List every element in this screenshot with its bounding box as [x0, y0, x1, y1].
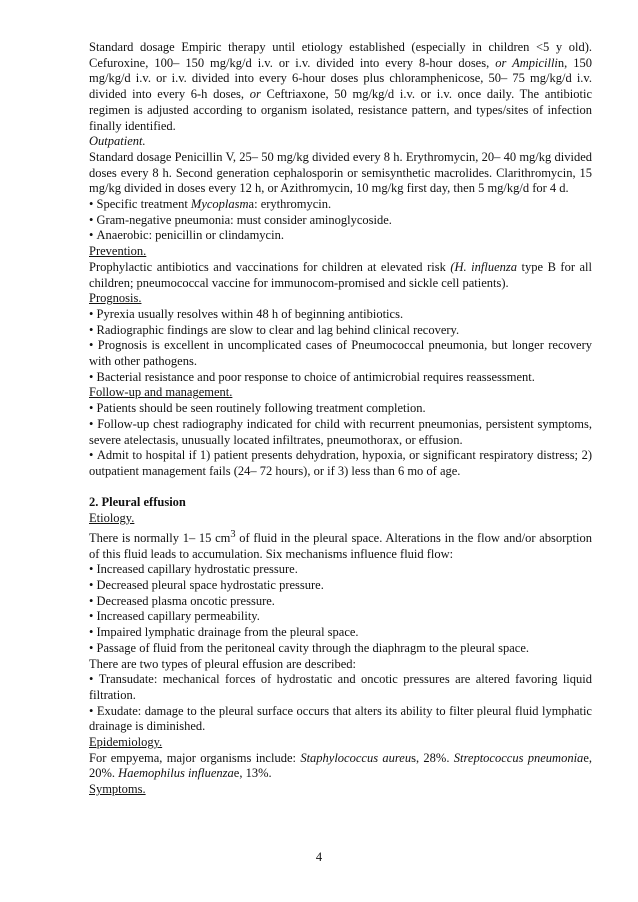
outpatient-paragraph: Standard dosage Penicillin V, 25– 50 mg/kg divided every 8 h. Erythromycin, 20– 40 mg/kg divided doses every 8 h. Second generation cephalosporin or semisynthetic macrolides. Clarithromycin, 15 mg/kg divided in doses every 12 h, or Azithromycin, 10 mg/kg first day, then 5 mg/kg/d for 4 d. — [89, 149, 592, 196]
mechanism-bullet: • Decreased plasma oncotic pressure. — [89, 594, 592, 610]
followup-heading: Follow-up and management. — [89, 385, 233, 400]
therapy-text-3: Ceftriaxone, 50 mg/kg/d i.v. or i.v. once daily. The antibiotic regimen is adjusted according to organism isolated, resistance pattern, and types/sites of infection finally identified. — [89, 87, 592, 133]
prevention-heading: Prevention. — [89, 244, 147, 259]
etiology-heading: Etiology. — [89, 511, 135, 526]
prognosis-bullet: • Radiographic findings are slow to clear and lag behind clinical recovery. — [89, 323, 592, 339]
mechanism-bullet: • Increased capillary hydrostatic pressure. — [89, 562, 592, 578]
document-page — [89, 40, 592, 798]
mechanism-bullet: • Passage of fluid from the peritoneal cavity through the diaphragm to the pleural space. — [89, 641, 592, 657]
prognosis-heading: Prognosis. — [89, 291, 142, 306]
therapy-paragraph — [89, 40, 592, 134]
bullet-anaerobic: • Anaerobic: penicillin or clindamycin. — [89, 228, 592, 244]
followup-bullet: • Follow-up chest radiography indicated for child with recurrent pneumonias, persistent symptoms, severe atelectasis, unusually located infiltrates, pneumothorax, or effusion. — [89, 417, 592, 448]
mechanism-bullet: • Impaired lymphatic drainage from the pleural space. — [89, 625, 592, 641]
therapy-italic-1: or Ampicilli — [495, 55, 558, 70]
types-bullet-transudate: • Transudate: mechanical forces of hydrostatic and oncotic pressures are altered favoring liquid filtration. — [89, 672, 592, 703]
section-gap — [89, 480, 592, 496]
mechanism-bullet: • Decreased pleural space hydrostatic pressure. — [89, 578, 592, 594]
prevention-paragraph: Prophylactic antibiotics and vaccinations for children at elevated risk (H. influenza type B for all children; pneumococcal vaccine for immunocom-promised and sickle cell patients). — [89, 259, 592, 290]
followup-bullet: • Admit to hospital if 1) patient presents dehydration, hypoxia, or significant respiratory distress; 2) outpatient management fails (24– 72 hours), or if 3) less than 6 mo of age. — [89, 448, 592, 479]
symptoms-heading: Symptoms. — [89, 782, 146, 797]
page-number: 4 — [315, 850, 323, 864]
therapy-text-2: n, 150 mg/kg/d i.v. or i.v. divided into every 6-hour doses plus chloramphenicose, 50– 75 mg/kg/d i.v. divided into every 6-h doses, — [89, 55, 593, 102]
therapy-italic-2: or — [249, 87, 261, 102]
outpatient-heading: Outpatient. — [89, 134, 146, 149]
types-bullet-exudate: • Exudate: damage to the pleural surface occurs that alters its ability to filter pleural fluid lymphatic drainage is diminished. — [89, 704, 592, 735]
epidemiology-paragraph: For empyema, major organisms include: Staphylococcus aureus, 28%. Streptococcus pneumoniae, 20%. Haemophilus influenzae, 13%. — [89, 750, 592, 781]
followup-bullet: • Patients should be seen routinely following treatment completion. — [89, 401, 592, 417]
bullet-specific-treatment: • Specific treatment Mycoplasma: erythromycin. — [89, 197, 592, 213]
epidemiology-heading: Epidemiology. — [89, 735, 163, 750]
prognosis-bullet: • Prognosis is excellent in uncomplicated cases of Pneumococcal pneumonia, but longer recovery with other pathogens. — [89, 338, 592, 369]
section-title-pleural-effusion: 2. Pleural effusion — [89, 495, 186, 510]
prognosis-bullet: • Bacterial resistance and poor response to choice of antimicrobial requires reassessment. — [89, 370, 592, 386]
therapy-text-1: Standard dosage Empiric therapy until etiology established (especially in children <5 y old). Cefuroxine, 100– 150 mg/kg/d i.v. or i.v. divided into every 8-hour doses, — [89, 40, 592, 70]
superscript-3: 3 — [230, 528, 236, 540]
types-intro: There are two types of pleural effusion are described: — [89, 656, 357, 671]
etiology-paragraph: There is normally 1– 15 $cm^3$ of fluid in the pleural space. Alterations in the flow and/or absorption of this fluid leads to accumulation. Six mechanisms influence fluid flow: — [89, 528, 592, 561]
bullet-gram-negative: • Gram-negative pneumonia: must consider aminoglycoside. — [89, 213, 592, 229]
mechanism-bullet: • Increased capillary permeability. — [89, 609, 592, 625]
prognosis-bullet: • Pyrexia usually resolves within 48 h of beginning antibiotics. — [89, 307, 592, 323]
